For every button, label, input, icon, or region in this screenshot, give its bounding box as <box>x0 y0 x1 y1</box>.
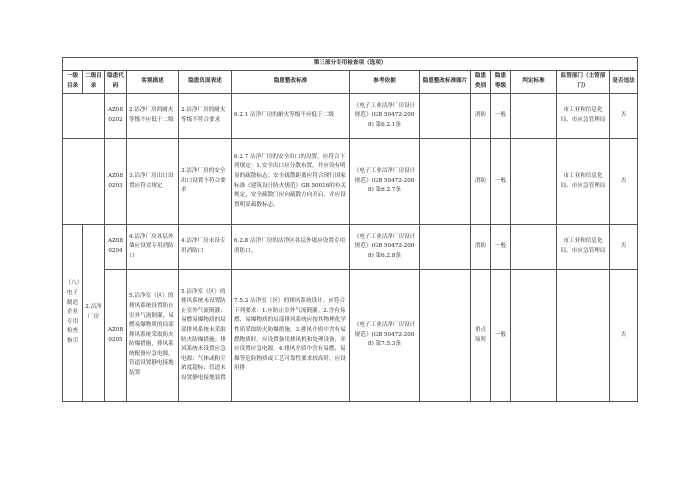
judge-criteria <box>511 94 557 139</box>
reference-basis: 《电子工业洁净厂房设计规范》(GB 50472-2008) 第6.2.8条 <box>350 225 420 270</box>
header-grade: 隐患等级 <box>491 71 511 94</box>
is-illegal: 否 <box>610 139 638 225</box>
objective-desc: 4.洁净厂房各层外墙应设置专用消防口 <box>127 225 179 270</box>
table-row <box>63 139 638 225</box>
negative-text: 5.洁净室（区）的排风系统未设置防止室外气流倒灌；易燃易爆物质的局部排风系统未采取防火防爆措施；排风系统未设置应急电源；气体或粉尘浓度超标；管道未设置静电接地装置 <box>181 288 226 381</box>
header-standard: 隐患整改标准 <box>232 71 350 94</box>
rectify-standard <box>232 139 350 225</box>
hazard-code: AZ080203 <box>105 139 127 225</box>
supervising-dept: 市工业和信息化局、市应急管理局 <box>557 94 610 139</box>
inspection-table <box>62 57 638 402</box>
supervising-dept <box>557 270 610 402</box>
standard-text: 7.5.3 洁净室（区）的排风系统设计，应符合下列要求：1.应防止室外气流倒灌。2.含有易燃、易爆物质的局部排风系统应按其物理化学性质采取防火防爆措施。3.排风介质中含有易燃物质时，应设置备用排风机和处理设备，并应设置应急电源。4.排风介质中含有易燃、易爆等危险物质或工艺可靠性要求较高时，应设用排 <box>234 298 346 372</box>
header-level1: 一级目录 <box>63 71 83 94</box>
rectify-standard: 6.2.1 洁净厂房的耐火等级不应低于二级 <box>232 94 350 139</box>
header-desc: 客观描述 <box>127 71 179 94</box>
hazard-code: AZ080202 <box>105 94 127 139</box>
hazard-code: AZ080204 <box>105 225 127 270</box>
judge-criteria <box>511 139 557 225</box>
header-negative: 隐患负面表述 <box>179 71 232 94</box>
negative-desc: 4.洁净厂房未设专用消防口 <box>179 225 232 270</box>
table-row <box>63 225 638 270</box>
header-criteria: 判定标准 <box>511 71 557 94</box>
is-illegal: 否 <box>610 225 638 270</box>
reference-basis: 《电子工业洁净厂房设计规范》(GB 50472-2008) 第7.5.3条 <box>350 270 420 402</box>
hazard-grade: 一般 <box>491 94 511 139</box>
rectify-standard: 6.2.8 洁净厂房的洁净区各层外墙应设置专用消防口。 <box>232 225 350 270</box>
standard-image <box>420 225 471 270</box>
hazard-category: 重点场所 <box>471 270 491 402</box>
supervising-dept: 市工业和信息化局、市应急管理局 <box>557 225 610 270</box>
empty-cell <box>63 94 105 139</box>
negative-desc: 2.洁净厂房的耐火等级不符合要求 <box>179 94 232 139</box>
header-dept: 监管部门（主管部门） <box>557 71 610 94</box>
reference-basis: 《电子工业洁净厂房设计规范》(GB 50472-2008) 第6.2.1条 <box>350 94 420 139</box>
judge-criteria <box>511 225 557 270</box>
judge-criteria <box>511 270 557 402</box>
reference-basis: 《电子工业洁净厂房设计规范》(GB 50472-2008) 第6.2.7条 <box>350 139 420 225</box>
hazard-category: 消防 <box>471 225 491 270</box>
desc-text: 5.洁净室（区）的排风系统设置防止室外气流倒灌，易燃易爆物质的局部排风系统采取防火防爆措施，排风系统配备应急电源，管道设置静电接地装置 <box>129 293 174 377</box>
hazard-code: AZ080205 <box>105 270 127 402</box>
empty-cell <box>63 139 105 225</box>
table-title: 第三部分专用检查项（选项） <box>63 58 638 71</box>
is-illegal: 否 <box>610 270 638 402</box>
hazard-category: 消防 <box>471 94 491 139</box>
hazard-category: 消防 <box>471 139 491 225</box>
standard-image <box>420 270 471 402</box>
hazard-grade: 一般 <box>491 225 511 270</box>
objective-desc <box>127 270 179 402</box>
header-category: 隐患类别 <box>471 71 491 94</box>
header-code: 隐患代码 <box>105 71 127 94</box>
header-basis: 参考依据 <box>350 71 420 94</box>
header-image: 隐患整改标准图片 <box>420 71 471 94</box>
standard-text: 6.2.7 洁净厂房的安全出口的设置，应符合下列规定：1.安全出口应分散布置，并应设有明显的疏散标志；安全疏散距离应符合现行国家标准《建筑设计防火规范》GB 50016的有关规定，安全疏散门应向疏散方向开启，并应设置明显疏散标志。 <box>234 153 347 208</box>
negative-desc <box>179 270 232 402</box>
hazard-grade: 一般 <box>491 139 511 225</box>
header-level2: 二级目录 <box>83 71 105 94</box>
level1-category: （八）电子制造企业专用检查指引 <box>63 225 83 402</box>
header-illegal: 是否违法 <box>610 71 638 94</box>
supervising-dept: 市工业和信息化局、市应急管理局 <box>557 139 610 225</box>
standard-image <box>420 94 471 139</box>
rectify-standard <box>232 270 350 402</box>
objective-desc: 2.洁净厂房的耐火等级不应低于二级 <box>127 94 179 139</box>
table-row <box>63 94 638 139</box>
is-illegal: 否 <box>610 94 638 139</box>
level2-category: 2.洁净厂房 <box>83 225 105 402</box>
hazard-grade: 一般 <box>491 270 511 402</box>
negative-desc: 3.洁净厂房的安全出口设置不符合要求 <box>179 139 232 225</box>
table-row <box>63 270 638 402</box>
objective-desc: 3.洁净厂房出口设置应符合规定 <box>127 139 179 225</box>
standard-image <box>420 139 471 225</box>
